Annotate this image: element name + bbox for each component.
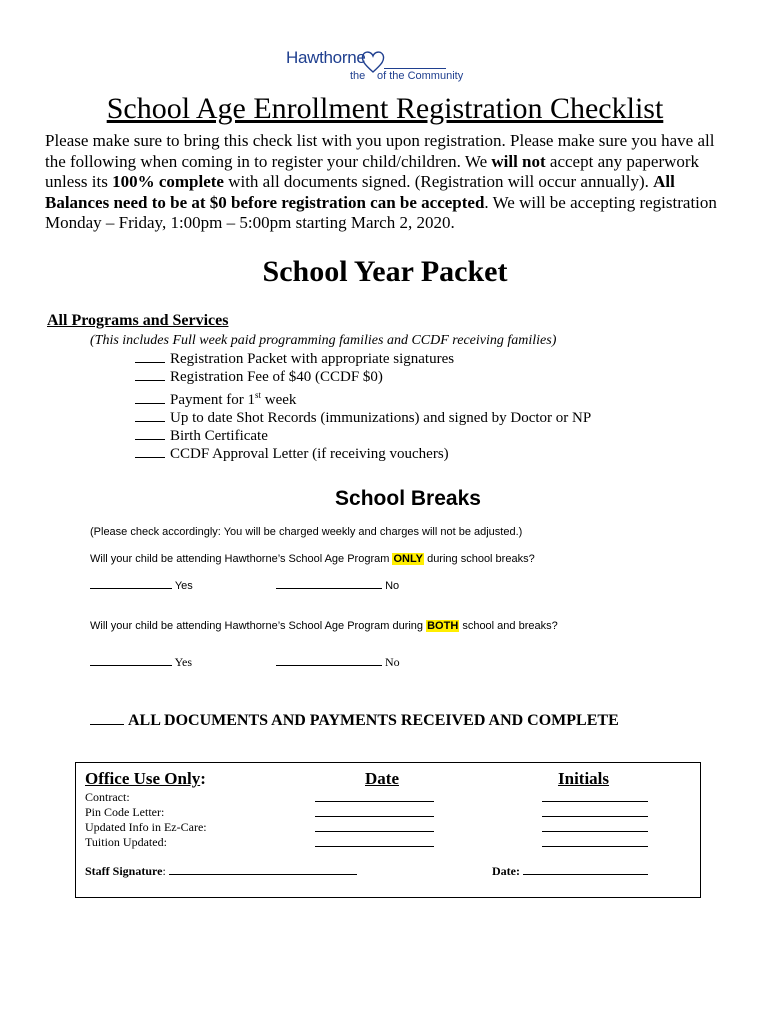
- initials-blank[interactable]: [542, 831, 648, 832]
- both-highlight: BOTH: [427, 620, 459, 632]
- check-blank[interactable]: [135, 369, 165, 381]
- check-blank[interactable]: [135, 392, 165, 404]
- breaks-title: School Breaks: [335, 487, 481, 510]
- initials-blank[interactable]: [542, 801, 648, 802]
- logo-the: the: [350, 70, 366, 82]
- staff-date-blank[interactable]: [523, 874, 648, 875]
- office-row-label: Pin Code Letter:: [85, 805, 165, 819]
- office-rows: [85, 790, 207, 850]
- logo-tagline: of the Community: [377, 70, 464, 82]
- initials-blank[interactable]: [542, 846, 648, 847]
- answer-row-only-no: [276, 580, 399, 592]
- check-blank[interactable]: [135, 428, 165, 440]
- checklist-item: Registration Packet with appropriate signatures: [135, 350, 591, 368]
- answer-row-only: [90, 580, 193, 592]
- question-both: Will your child be attending Hawthorne’s School Age Program during BOTH school and breaks?: [90, 620, 558, 632]
- date-heading: Date: [365, 769, 399, 788]
- programs-note: (This includes Full week paid programming families and CCDF receiving families): [90, 333, 557, 348]
- check-blank[interactable]: [135, 410, 165, 422]
- intro-text-1: Please make sure to bring this check list with you upon registration. Please make sure you have all the following when coming in to register your child/children. We: [45, 131, 715, 171]
- no-blank[interactable]: [276, 588, 382, 589]
- intro-text-2: accept any paperwork unless its: [45, 151, 700, 191]
- staff-date-label: Date:: [492, 864, 520, 878]
- initials-heading: Initials: [558, 769, 610, 788]
- date-blank[interactable]: [315, 846, 434, 847]
- intro-paragraph: [45, 131, 735, 234]
- no-label: No: [385, 655, 400, 669]
- date-blank[interactable]: [315, 831, 434, 832]
- staff-date-row: [492, 864, 648, 879]
- checklist-item: Registration Fee of $40 (CCDF $0): [135, 368, 591, 386]
- programs-heading: All Programs and Services: [47, 312, 229, 329]
- intro-text-3: with all documents signed. (Registration will occur annually).: [223, 172, 654, 191]
- staff-signature-row: Staff Signature:: [85, 864, 357, 879]
- answer-row-both-no: [276, 655, 400, 670]
- office-row-label: Tuition Updated:: [85, 835, 167, 849]
- logo: [284, 48, 464, 88]
- complete-blank[interactable]: [90, 724, 124, 725]
- check-blank[interactable]: [135, 351, 165, 363]
- yes-label: Yes: [174, 655, 193, 669]
- question-only: Will your child be attending Hawthorne’s School Age Program ONLY during school breaks?: [90, 553, 535, 565]
- checklist-item: Up to date Shot Records (immunizations) and signed by Doctor or NP: [135, 409, 591, 427]
- intro-text-4: . We will be accepting registration Monday – Friday, 1:00pm – 5:00pm starting March 2, 2020.: [45, 192, 717, 232]
- staff-signature-label: Staff Signature: [85, 864, 163, 878]
- intro-balances: All Balances need to be at $0 before registration can be accepted: [45, 172, 675, 212]
- answer-row-both: [90, 655, 192, 670]
- complete-line: ALL DOCUMENTS AND PAYMENTS RECEIVED AND COMPLETE: [90, 712, 619, 730]
- no-blank[interactable]: [276, 665, 382, 666]
- only-highlight: ONLY: [393, 553, 424, 565]
- page-title: School Age Enrollment Registration Checklist: [106, 92, 664, 125]
- yes-blank[interactable]: [90, 588, 172, 589]
- office-use-box: [75, 762, 701, 898]
- office-row-label: Contract:: [85, 790, 130, 804]
- logo-name: Hawthorne: [286, 48, 366, 67]
- checklist-item: Birth Certificate: [135, 427, 591, 445]
- packet-title: School Year Packet: [262, 255, 508, 288]
- logo-underline: [384, 68, 446, 69]
- date-blank[interactable]: [315, 816, 434, 817]
- initials-blank[interactable]: [542, 816, 648, 817]
- check-blank[interactable]: [135, 446, 165, 458]
- office-row-label: Updated Info in Ez-Care:: [85, 820, 207, 834]
- checklist-item: CCDF Approval Letter (if receiving vouchers): [135, 445, 591, 463]
- intro-will-not: will not: [491, 151, 546, 171]
- staff-signature-blank[interactable]: [169, 874, 357, 875]
- intro-complete: 100% complete: [112, 172, 224, 191]
- no-label: No: [385, 580, 400, 592]
- date-blank[interactable]: [315, 801, 434, 802]
- yes-blank[interactable]: [90, 665, 172, 666]
- checklist-item: Payment for 1st week: [135, 386, 591, 409]
- yes-label: Yes: [174, 580, 193, 592]
- office-heading: Office Use Only:: [85, 769, 206, 788]
- packet-checklist: [135, 350, 591, 463]
- breaks-note: (Please check accordingly: You will be charged weekly and charges will not be adjusted.): [90, 526, 523, 538]
